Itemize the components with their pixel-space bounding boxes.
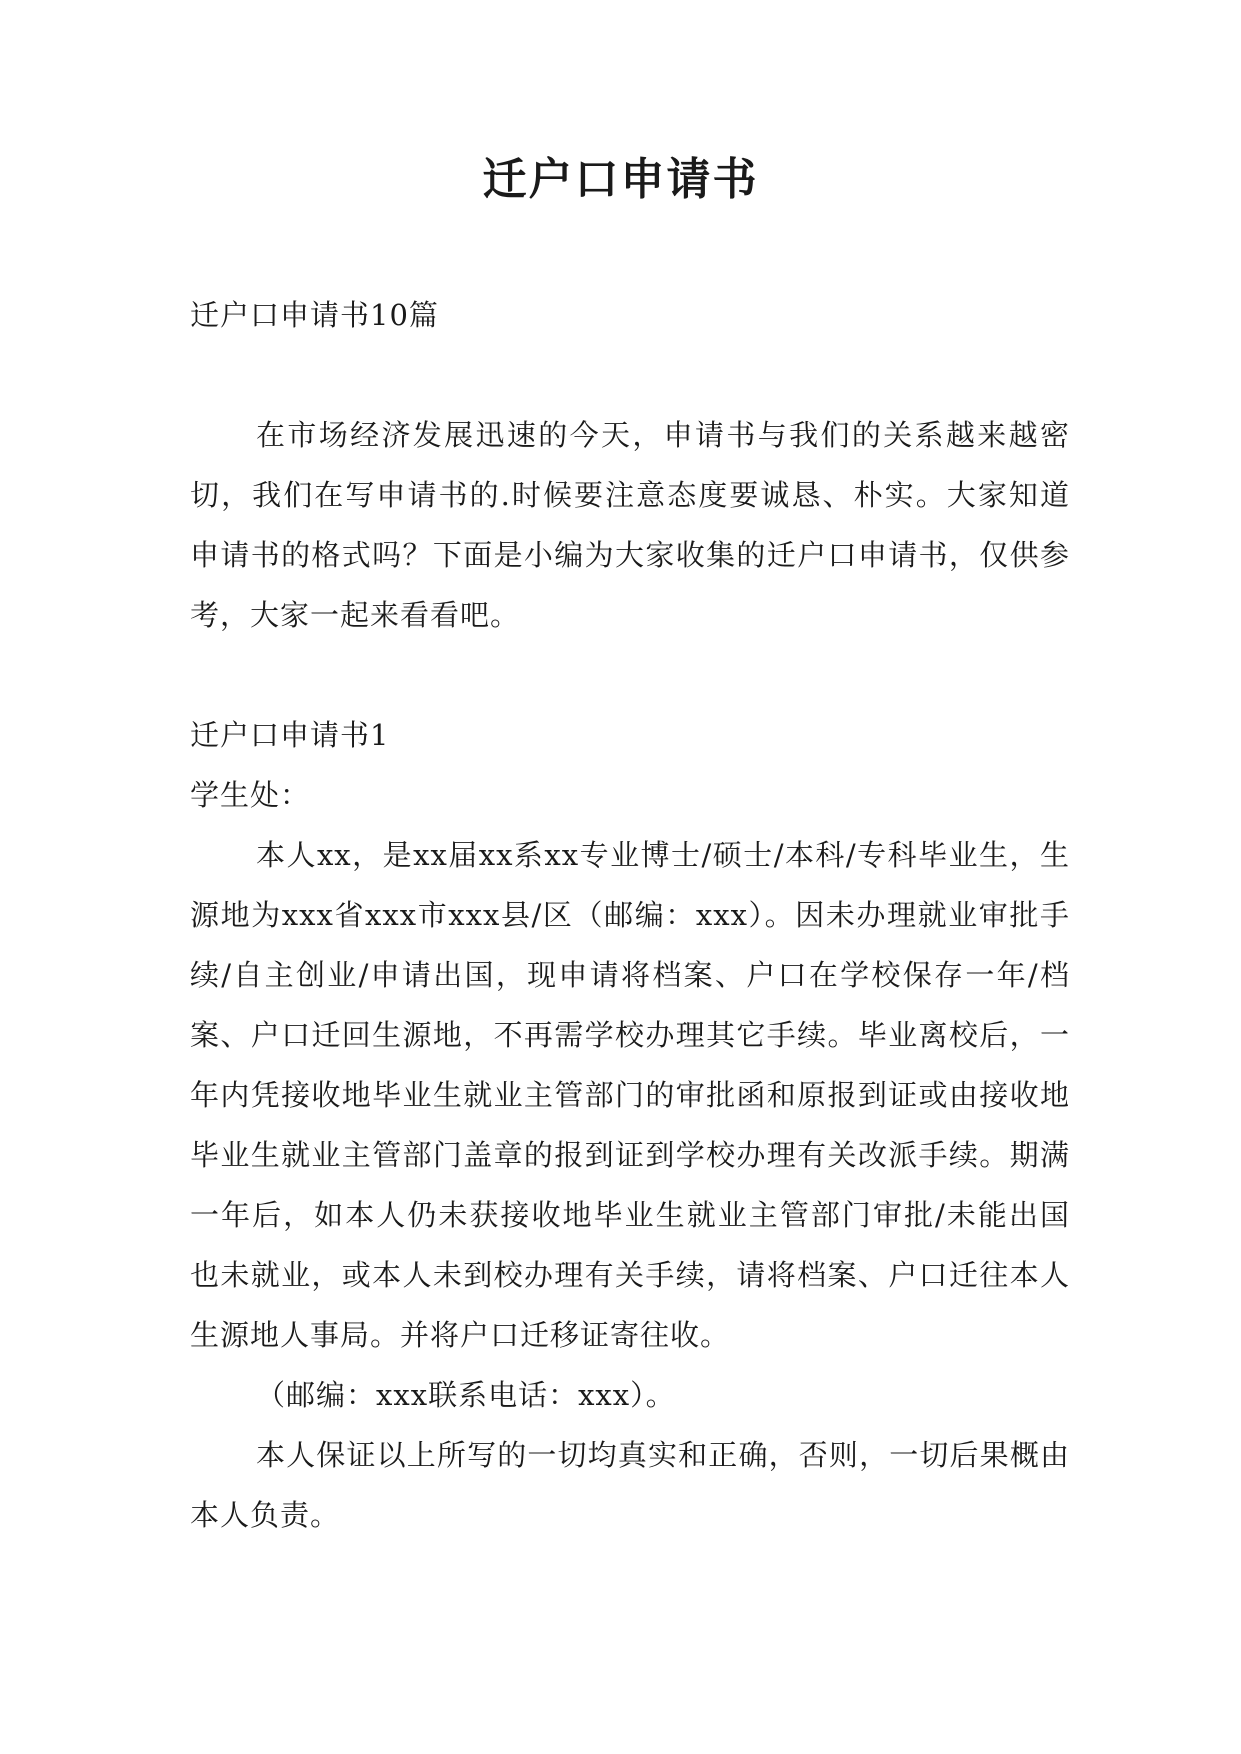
document-body (190, 285, 1070, 1545)
intro-paragraph: 在市场经济发展迅速的今天，申请书与我们的关系越来越密切，我们在写申请书的.时候要注意态度要诚恳、朴实。大家知道申请书的格式吗？下面是小编为大家收集的迁户口申请书，仅供参考，大家一起来看看吧。 (190, 418, 1070, 632)
spacer (190, 645, 1070, 705)
salutation: 学生处： (190, 778, 311, 812)
document-subtitle: 迁户口申请书10篇 (190, 298, 439, 332)
spacer (190, 345, 1070, 405)
body-paragraph-2: （邮编：xxx联系电话：xxx）。 (256, 1378, 676, 1412)
document-title: 迁户口申请书 (482, 154, 759, 205)
body-paragraph-3: 本人保证以上所写的一切均真实和正确，否则，一切后果概由本人负责。 (190, 1438, 1070, 1532)
body-paragraph-1: 本人xx，是xx届xx系xx专业博士/硕士/本科/专科毕业生，生源地为xxx省xxx市xxx县/区（邮编：xxx）。因未办理就业审批手续/自主创业/申请出国，现申请将档案、户口在学校保存一年/档案、户口迁回生源地，不再需学校办理其它手续。毕业离校后，一年内凭接收地毕业生就业主管部门的审批函和原报到证或由接收地毕业生就业主管部门盖章的报到证到学校办理有关改派手续。期满一年后，如本人仍未获接收地毕业生就业主管部门审批/未能出国也未就业，或本人未到校办理有关手续，请将档案、户口迁往本人生源地人事局。并将户口迁移证寄往收。 (190, 838, 1070, 1352)
section-heading: 迁户口申请书1 (190, 718, 390, 752)
